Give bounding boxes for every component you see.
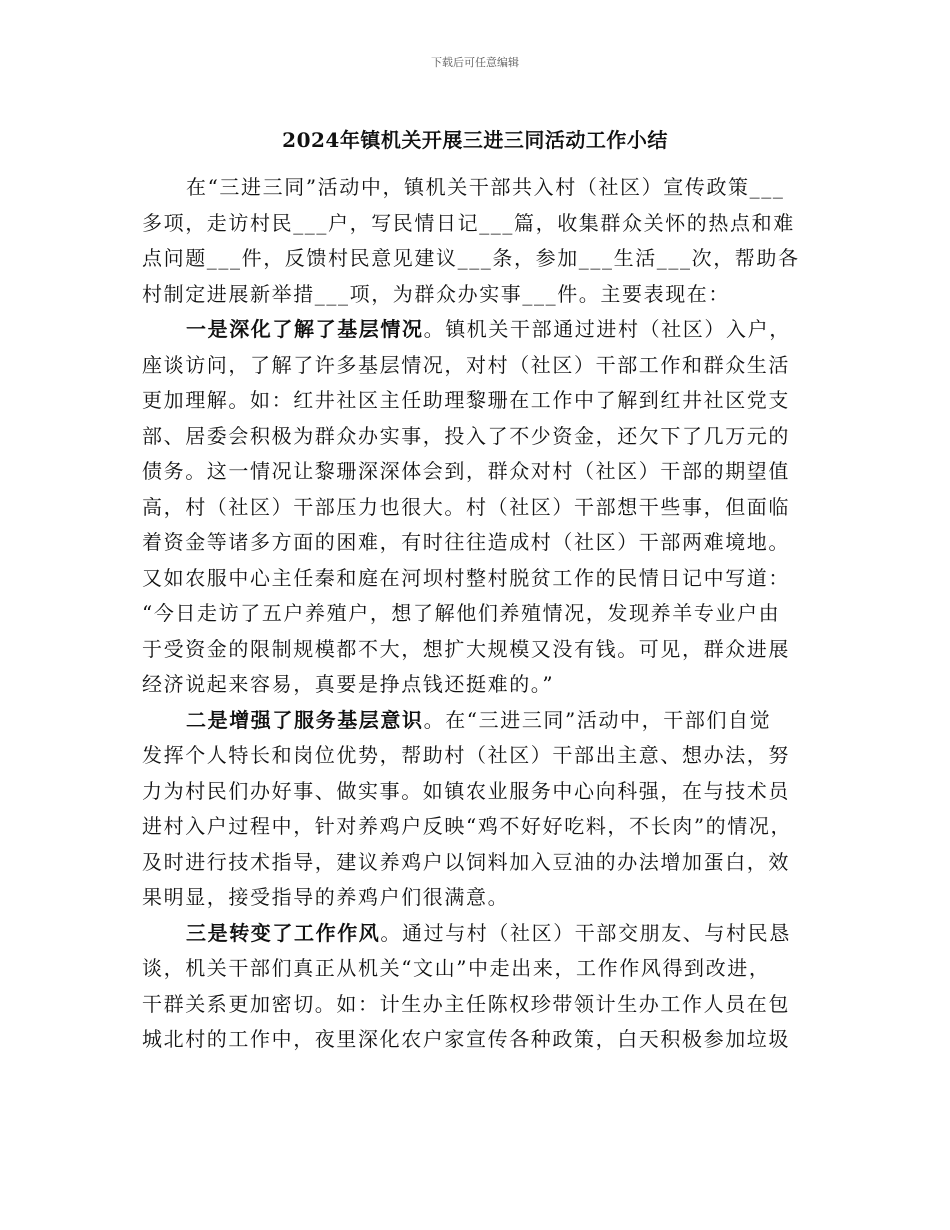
- text-line: 果明显，接受指导的养鸡户们很满意。: [142, 885, 510, 909]
- text-line: 高，村（社区）干部压力也很大。村（社区）干部想干些事，但面临: [142, 494, 790, 519]
- paragraph-service: [142, 703, 810, 916]
- text-segment: 。在“三进三同”活动中，干部们自觉: [423, 707, 772, 732]
- text-segment: 。镇机关干部通过进村（社区）入户，: [423, 317, 791, 341]
- text-line: 又如农服中心主任秦和庭在河坝村整村脱贫工作的民情日记中写道：: [142, 565, 790, 590]
- text-line: “今日走访了五户养殖户，想了解他们养殖情况，发现养羊专业户由: [142, 601, 781, 625]
- text-line: 部、居委会积极为群众办实事，投入了不少资金，还欠下了几万元的: [142, 423, 790, 448]
- text-line: 点问题___件，反馈村民意见建议___条，参加___生活___次，帮助各: [142, 246, 800, 270]
- text-line: 干群关系更加密切。如：计生办主任陈权珍带领计生办工作人员在包: [142, 991, 790, 1016]
- text-line: 力为村民们办好事、做实事。如镇农业服务中心向科强，在与技术员: [142, 778, 790, 803]
- paragraph-lead: 二是增强了服务基层意识: [186, 707, 424, 732]
- text-line: 村制定进展新举措___项，为群众办实事___件。主要表现在：: [142, 281, 730, 306]
- text-line: 进村入户过程中，针对养鸡户反映“鸡不好好吃料，不长肉”的情况，: [142, 814, 793, 838]
- text-line: 债务。这一情况让黎珊深深体会到，群众对村（社区）干部的期望值: [142, 459, 790, 483]
- text-line: 发挥个人特长和岗位优势，帮助村（社区）干部出主意、想办法，努: [142, 743, 790, 767]
- text-line: 城北村的工作中，夜里深化农户家宣传各种政策，白天积极参加垃圾: [142, 1027, 790, 1051]
- paragraph-lead: 一是深化了解了基层情况: [186, 317, 424, 341]
- text-line: 及时进行技术指导，建议养鸡户以饲料加入豆油的办法增加蛋白，效: [142, 849, 790, 874]
- text-line: 经济说起来容易，真要是挣点钱还挺难的。”: [142, 672, 555, 696]
- paragraph-lead: 三是转变了工作作风: [186, 920, 381, 945]
- text-line: [142, 916, 810, 952]
- text-line: [142, 312, 810, 348]
- text-line: 更加理解。如：红井社区主任助理黎珊在工作中了解到红井社区党支: [142, 388, 790, 412]
- text-line: 着资金等诸多方面的困难，有时往往造成村（社区）干部两难境地。: [142, 530, 790, 554]
- paragraph-workstyle: [142, 916, 810, 1058]
- document-body: [142, 170, 810, 1058]
- text-line: 在“三进三同”活动中，镇机关干部共入村（社区）宣传政策___: [186, 175, 785, 199]
- text-line: [142, 703, 810, 739]
- text-line: 多项，走访村民___户，写民情日记___篇，收集群众关怀的热点和难: [142, 210, 795, 235]
- page-title: 2024年镇机关开展三进三同活动工作小结: [282, 128, 668, 152]
- paragraph-intro: [142, 170, 810, 312]
- text-line: 谈，机关干部们真正从机关“文山”中走出来，工作作风得到改进，: [142, 956, 771, 980]
- text-line: 于受资金的限制规模都不大，想扩大规模又没有钱。可见，群众进展: [142, 636, 790, 661]
- header-note: 下载后可任意编辑: [431, 56, 519, 69]
- paragraph-understanding: [142, 312, 810, 703]
- text-segment: 。通过与村（社区）干部交朋友、与村民恳: [380, 920, 791, 945]
- text-line: 座谈访问，了解了许多基层情况，对村（社区）干部工作和群众生活: [142, 352, 790, 377]
